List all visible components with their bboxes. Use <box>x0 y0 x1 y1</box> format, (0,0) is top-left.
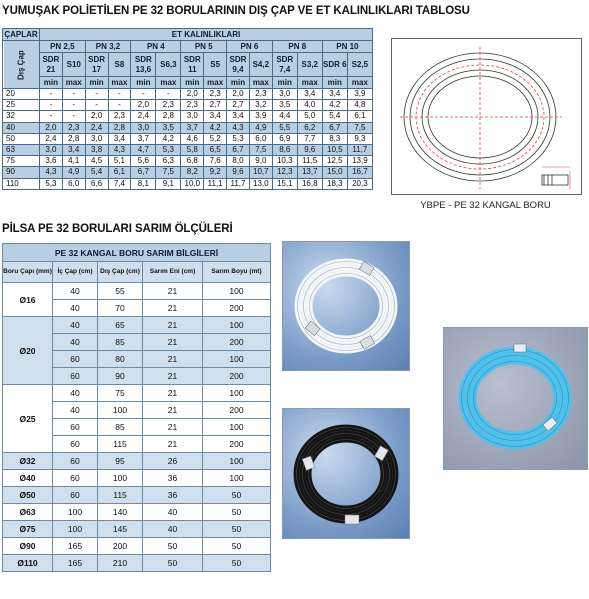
thickness-cell: 6,6 <box>85 178 108 189</box>
thickness-cell: 6,0 <box>62 178 85 189</box>
min-header: min <box>131 77 156 89</box>
winding-cell: 60 <box>53 487 98 504</box>
thickness-cell: 4,4 <box>272 111 297 122</box>
sdr-header: SDR 7,4 <box>272 53 297 77</box>
thickness-cell: - <box>62 111 85 122</box>
winding-cell: 21 <box>143 334 203 351</box>
winding-cell: 21 <box>143 317 203 334</box>
winding-row <box>3 555 271 572</box>
thickness-cell: 7,5 <box>156 167 181 178</box>
et-kalinliklari-header: ET KALINLIKLARI <box>39 29 372 41</box>
winding-cell: 200 <box>203 402 271 419</box>
winding-cell: 50 <box>203 555 271 572</box>
pn-header: PN 4 <box>131 41 181 53</box>
winding-row <box>3 521 271 538</box>
winding-cell: 50 <box>203 521 271 538</box>
s-header: S5 <box>204 53 227 77</box>
thickness-cell: 3,2 <box>249 100 272 111</box>
thickness-cell: 4,5 <box>85 156 108 167</box>
thickness-cell: 3,9 <box>347 89 372 100</box>
thickness-cell: 3,0 <box>39 144 62 155</box>
winding-cell: 65 <box>98 317 143 334</box>
winding-cell: 100 <box>203 453 271 470</box>
winding-cell: 145 <box>98 521 143 538</box>
min-header: min <box>39 77 62 89</box>
s-header: S10 <box>62 53 85 77</box>
winding-table <box>2 243 271 572</box>
winding-row <box>3 317 271 334</box>
pn-header: PN 3,2 <box>85 41 131 53</box>
thickness-cell: 13,7 <box>297 167 322 178</box>
thickness-row <box>3 100 373 111</box>
thickness-cell: 2,0 <box>181 89 204 100</box>
thickness-cell: - <box>108 100 131 111</box>
winding-cell: 26 <box>143 453 203 470</box>
winding-cell: 100 <box>203 419 271 436</box>
pipe-diameter-cell: Ø75 <box>3 521 53 538</box>
s-header: S2,5 <box>347 53 372 77</box>
thickness-cell: 3,7 <box>131 133 156 144</box>
winding-row <box>3 538 271 555</box>
winding-row <box>3 504 271 521</box>
winding-cell: 100 <box>203 283 271 300</box>
pipe-diameter-cell: Ø110 <box>3 555 53 572</box>
thickness-cell: 8,6 <box>272 144 297 155</box>
thickness-row <box>3 167 373 178</box>
thickness-cell: 2,3 <box>204 89 227 100</box>
pn-header: PN 8 <box>272 41 322 53</box>
thickness-cell: 3,0 <box>272 89 297 100</box>
winding-cell: 85 <box>98 419 143 436</box>
winding-row <box>3 470 271 487</box>
pipe-diameter-cell: Ø90 <box>3 538 53 555</box>
winding-cell: 60 <box>53 436 98 453</box>
thickness-cell: 7,6 <box>204 156 227 167</box>
winding-cell: 50 <box>143 555 203 572</box>
coil-drawing <box>392 39 581 194</box>
winding-cell: 21 <box>143 283 203 300</box>
winding-cell: 200 <box>203 368 271 385</box>
thickness-cell: 2,4 <box>131 111 156 122</box>
pipe-diameter-cell: Ø50 <box>3 487 53 504</box>
thickness-cell: 4,6 <box>181 133 204 144</box>
outer-diameter-cell: 75 <box>3 156 40 167</box>
pn-header: PN 10 <box>322 41 372 53</box>
thickness-cell: 20,3 <box>347 178 372 189</box>
thickness-cell: 3,4 <box>227 111 250 122</box>
thickness-cell: 4,2 <box>204 122 227 133</box>
winding-cell: 21 <box>143 351 203 368</box>
pipe-diameter-cell: Ø25 <box>3 385 53 453</box>
winding-cell: 100 <box>53 521 98 538</box>
thickness-cell: 5,3 <box>156 144 181 155</box>
thickness-cell: 2,0 <box>227 89 250 100</box>
winding-table-header: PE 32 KANGAL BORU SARIM BİLGİLERİ <box>3 244 271 262</box>
outer-diameter-cell: 63 <box>3 144 40 155</box>
thickness-cell: 2,3 <box>62 122 85 133</box>
thickness-cell: 8,1 <box>131 178 156 189</box>
s-header: S6,3 <box>156 53 181 77</box>
thickness-cell: 15,0 <box>322 167 347 178</box>
winding-cell: 60 <box>53 453 98 470</box>
winding-cell: 80 <box>98 351 143 368</box>
thickness-cell: - <box>62 100 85 111</box>
winding-cell: 36 <box>143 487 203 504</box>
thickness-cell: 10,0 <box>181 178 204 189</box>
winding-table-title: PİLSA PE 32 BORULARI SARIM ÖLÇÜLERİ <box>2 223 233 235</box>
winding-cell: 21 <box>143 419 203 436</box>
pipe-diameter-cell: Ø16 <box>3 283 53 317</box>
thickness-cell: 6,2 <box>297 122 322 133</box>
thickness-cell: 3,9 <box>249 111 272 122</box>
black-coil-photo <box>282 408 410 539</box>
sdr-header: SDR 21 <box>39 53 62 77</box>
thickness-cell: 4,1 <box>62 156 85 167</box>
thickness-cell: 2,8 <box>108 122 131 133</box>
winding-cell: 50 <box>203 487 271 504</box>
outer-diameter-cell: 32 <box>3 111 40 122</box>
thickness-cell: 3,0 <box>181 111 204 122</box>
thickness-cell: 4,2 <box>322 100 347 111</box>
thickness-cell: - <box>156 89 181 100</box>
thickness-cell: 6,9 <box>272 133 297 144</box>
thickness-row <box>3 122 373 133</box>
thickness-cell: 4,7 <box>131 144 156 155</box>
thickness-cell: 3,8 <box>85 144 108 155</box>
thickness-row <box>3 89 373 100</box>
thickness-cell: 3,7 <box>181 122 204 133</box>
winding-cell: 165 <box>53 538 98 555</box>
pn-header: PN 5 <box>181 41 227 53</box>
thickness-cell: 5,1 <box>108 156 131 167</box>
winding-cell: 85 <box>98 334 143 351</box>
thickness-cell: 9,2 <box>204 167 227 178</box>
thickness-cell: 3,5 <box>272 100 297 111</box>
thickness-row <box>3 111 373 122</box>
sdr-header: SDR 9,4 <box>227 53 250 77</box>
thickness-cell: 5,3 <box>39 178 62 189</box>
s-header: S8 <box>108 53 131 77</box>
thickness-cell: 3,5 <box>156 122 181 133</box>
outer-diameter-cell: 20 <box>3 89 40 100</box>
max-header: max <box>347 77 372 89</box>
pipe-diameter-cell: Ø40 <box>3 470 53 487</box>
thickness-cell: 15,1 <box>272 178 297 189</box>
winding-cell: 50 <box>203 538 271 555</box>
thickness-cell: 3,4 <box>204 111 227 122</box>
thickness-cell: 5,0 <box>297 111 322 122</box>
thickness-cell: - <box>108 89 131 100</box>
thickness-cell: 12,3 <box>272 167 297 178</box>
thickness-cell: 8,2 <box>181 167 204 178</box>
thickness-cell: 10,3 <box>272 156 297 167</box>
thickness-cell: 6,3 <box>156 156 181 167</box>
winding-cell: 95 <box>98 453 143 470</box>
thickness-cell: 5,3 <box>227 133 250 144</box>
winding-cell: 200 <box>203 436 271 453</box>
thickness-cell: 4,2 <box>156 133 181 144</box>
thickness-cell: 2,4 <box>39 133 62 144</box>
winding-cell: 100 <box>98 470 143 487</box>
thickness-cell: 10,5 <box>322 144 347 155</box>
pn-header: PN 2,5 <box>39 41 85 53</box>
thickness-cell: 5,4 <box>322 111 347 122</box>
thickness-cell: 16,8 <box>297 178 322 189</box>
winding-column-header: İç Çap (cm) <box>53 262 98 283</box>
thickness-cell: 2,3 <box>181 100 204 111</box>
thickness-cell: 2,3 <box>249 89 272 100</box>
thickness-cell: 9,6 <box>227 167 250 178</box>
winding-cell: 40 <box>53 402 98 419</box>
max-header: max <box>204 77 227 89</box>
thickness-cell: 6,8 <box>181 156 204 167</box>
thickness-cell: 7,4 <box>108 178 131 189</box>
thickness-cell: 4,8 <box>347 100 372 111</box>
thickness-cell: 2,3 <box>108 111 131 122</box>
winding-cell: 60 <box>53 368 98 385</box>
white-coil-photo <box>282 241 410 371</box>
thickness-cell: 6,5 <box>204 144 227 155</box>
coil-diagram <box>391 38 582 195</box>
thickness-cell: - <box>85 89 108 100</box>
thickness-cell: 3,4 <box>108 133 131 144</box>
winding-row <box>3 385 271 402</box>
winding-cell: 36 <box>143 470 203 487</box>
thickness-cell: 6,1 <box>347 111 372 122</box>
thickness-cell: 8,3 <box>322 133 347 144</box>
winding-cell: 21 <box>143 436 203 453</box>
thickness-row <box>3 133 373 144</box>
thickness-cell: 2,0 <box>131 100 156 111</box>
winding-cell: 60 <box>53 351 98 368</box>
dis-cap-header: Dış Çap <box>3 41 40 89</box>
pipe-diameter-cell: Ø32 <box>3 453 53 470</box>
winding-column-header: Sarım Eni (cm) <box>143 262 203 283</box>
winding-cell: 100 <box>98 402 143 419</box>
sdr-header: SDR 13,6 <box>131 53 156 77</box>
thickness-cell: 11,5 <box>297 156 322 167</box>
winding-cell: 21 <box>143 300 203 317</box>
thickness-cell: - <box>62 89 85 100</box>
thickness-cell: 4,0 <box>297 100 322 111</box>
thickness-cell: 3,4 <box>62 144 85 155</box>
thickness-cell: 11,7 <box>347 144 372 155</box>
thickness-cell: 4,3 <box>39 167 62 178</box>
winding-cell: 60 <box>53 419 98 436</box>
thickness-cell: 16,7 <box>347 167 372 178</box>
thickness-cell: 9,0 <box>249 156 272 167</box>
thickness-cell: 9,6 <box>297 144 322 155</box>
max-header: max <box>156 77 181 89</box>
thickness-cell: 6,1 <box>108 167 131 178</box>
winding-cell: 21 <box>143 402 203 419</box>
winding-cell: 115 <box>98 487 143 504</box>
thickness-cell: 8,0 <box>227 156 250 167</box>
winding-cell: 60 <box>53 470 98 487</box>
min-header: min <box>322 77 347 89</box>
winding-cell: 40 <box>53 317 98 334</box>
thickness-cell: 13,0 <box>249 178 272 189</box>
winding-cell: 200 <box>203 334 271 351</box>
max-header: max <box>297 77 322 89</box>
thickness-cell: 13,9 <box>347 156 372 167</box>
winding-cell: 50 <box>143 538 203 555</box>
thickness-cell: 9,3 <box>347 133 372 144</box>
thickness-cell: 5,4 <box>85 167 108 178</box>
winding-cell: 40 <box>53 300 98 317</box>
thickness-cell: 4,9 <box>249 122 272 133</box>
coil-caption: YBPE - PE 32 KANGAL BORU <box>420 200 551 211</box>
winding-cell: 70 <box>98 300 143 317</box>
thickness-cell: - <box>85 100 108 111</box>
outer-diameter-cell: 25 <box>3 100 40 111</box>
thickness-cell: 2,8 <box>62 133 85 144</box>
min-header: min <box>181 77 204 89</box>
thickness-cell: 3,0 <box>131 122 156 133</box>
sdr-header: SDR 17 <box>85 53 108 77</box>
thickness-cell: 3,0 <box>85 133 108 144</box>
thickness-cell: 2,0 <box>85 111 108 122</box>
winding-cell: 115 <box>98 436 143 453</box>
winding-cell: 200 <box>98 538 143 555</box>
thickness-cell: 2,7 <box>204 100 227 111</box>
thickness-cell: 2,7 <box>227 100 250 111</box>
winding-cell: 40 <box>53 385 98 402</box>
thickness-cell: 4,9 <box>62 167 85 178</box>
thickness-cell: - <box>39 111 62 122</box>
winding-cell: 100 <box>53 504 98 521</box>
thickness-cell: 11,1 <box>204 178 227 189</box>
blue-coil-photo <box>443 327 588 470</box>
outer-diameter-cell: 40 <box>3 122 40 133</box>
thickness-row <box>3 156 373 167</box>
thickness-cell: - <box>39 89 62 100</box>
winding-cell: 200 <box>203 300 271 317</box>
winding-cell: 55 <box>98 283 143 300</box>
thickness-cell: 3,4 <box>297 89 322 100</box>
thickness-cell: 11,7 <box>227 178 250 189</box>
winding-cell: 100 <box>203 470 271 487</box>
winding-cell: 40 <box>53 334 98 351</box>
thickness-cell: 7,5 <box>249 144 272 155</box>
sdr-header: SDR 6 <box>322 53 347 77</box>
winding-column-header: Dış Çap (cm) <box>98 262 143 283</box>
outer-diameter-cell: 50 <box>3 133 40 144</box>
winding-cell: 40 <box>143 504 203 521</box>
winding-cell: 50 <box>203 504 271 521</box>
max-header: max <box>249 77 272 89</box>
thickness-cell: 3,4 <box>322 89 347 100</box>
thickness-cell: 2,8 <box>156 111 181 122</box>
thickness-cell: 2,0 <box>39 122 62 133</box>
winding-cell: 100 <box>203 385 271 402</box>
min-header: min <box>85 77 108 89</box>
thickness-cell: 2,3 <box>156 100 181 111</box>
thickness-cell: - <box>39 100 62 111</box>
winding-cell: 21 <box>143 368 203 385</box>
sdr-header: SDR 11 <box>181 53 204 77</box>
winding-cell: 40 <box>53 283 98 300</box>
max-header: max <box>108 77 131 89</box>
thickness-cell: 6,7 <box>322 122 347 133</box>
thickness-table-title: YUMUŞAK POLİETİLEN PE 32 BORULARININ DIŞ ÇAP VE ET KALINLIKLARI TABLOSU <box>2 5 470 17</box>
thickness-cell: 4,3 <box>227 122 250 133</box>
winding-row <box>3 283 271 300</box>
thickness-table <box>2 28 373 190</box>
min-header: min <box>272 77 297 89</box>
thickness-cell: - <box>131 89 156 100</box>
thickness-cell: 12,5 <box>322 156 347 167</box>
outer-diameter-cell: 90 <box>3 167 40 178</box>
min-header: min <box>227 77 250 89</box>
winding-cell: 75 <box>98 385 143 402</box>
thickness-cell: 6,7 <box>227 144 250 155</box>
pn-header: PN 6 <box>227 41 273 53</box>
thickness-cell: 2,4 <box>85 122 108 133</box>
winding-cell: 40 <box>143 521 203 538</box>
winding-cell: 21 <box>143 385 203 402</box>
thickness-cell: 6,0 <box>249 133 272 144</box>
max-header: max <box>62 77 85 89</box>
thickness-cell: 4,3 <box>108 144 131 155</box>
s-header: S3,2 <box>297 53 322 77</box>
thickness-cell: 7,5 <box>347 122 372 133</box>
winding-cell: 165 <box>53 555 98 572</box>
thickness-cell: 5,8 <box>181 144 204 155</box>
thickness-cell: 5,2 <box>204 133 227 144</box>
pipe-diameter-cell: Ø20 <box>3 317 53 385</box>
thickness-row <box>3 144 373 155</box>
thickness-cell: 5,6 <box>131 156 156 167</box>
thickness-cell: 9,1 <box>156 178 181 189</box>
thickness-cell: 7,7 <box>297 133 322 144</box>
thickness-row <box>3 178 373 189</box>
winding-column-header: Sarım Boyu (mt) <box>203 262 271 283</box>
winding-row <box>3 487 271 504</box>
s-header: S4,2 <box>249 53 272 77</box>
thickness-cell: 5,5 <box>272 122 297 133</box>
pipe-diameter-cell: Ø63 <box>3 504 53 521</box>
thickness-cell: 18,3 <box>322 178 347 189</box>
thickness-cell: 3,6 <box>39 156 62 167</box>
outer-diameter-cell: 110 <box>3 178 40 189</box>
winding-row <box>3 453 271 470</box>
caplar-header: ÇAPLAR <box>4 29 38 39</box>
winding-cell: 90 <box>98 368 143 385</box>
thickness-cell: 6,7 <box>131 167 156 178</box>
winding-column-header: Boru Çapı (mm) <box>3 262 53 283</box>
winding-cell: 140 <box>98 504 143 521</box>
thickness-cell: 10,7 <box>249 167 272 178</box>
winding-cell: 210 <box>98 555 143 572</box>
winding-cell: 100 <box>203 351 271 368</box>
winding-cell: 100 <box>203 317 271 334</box>
